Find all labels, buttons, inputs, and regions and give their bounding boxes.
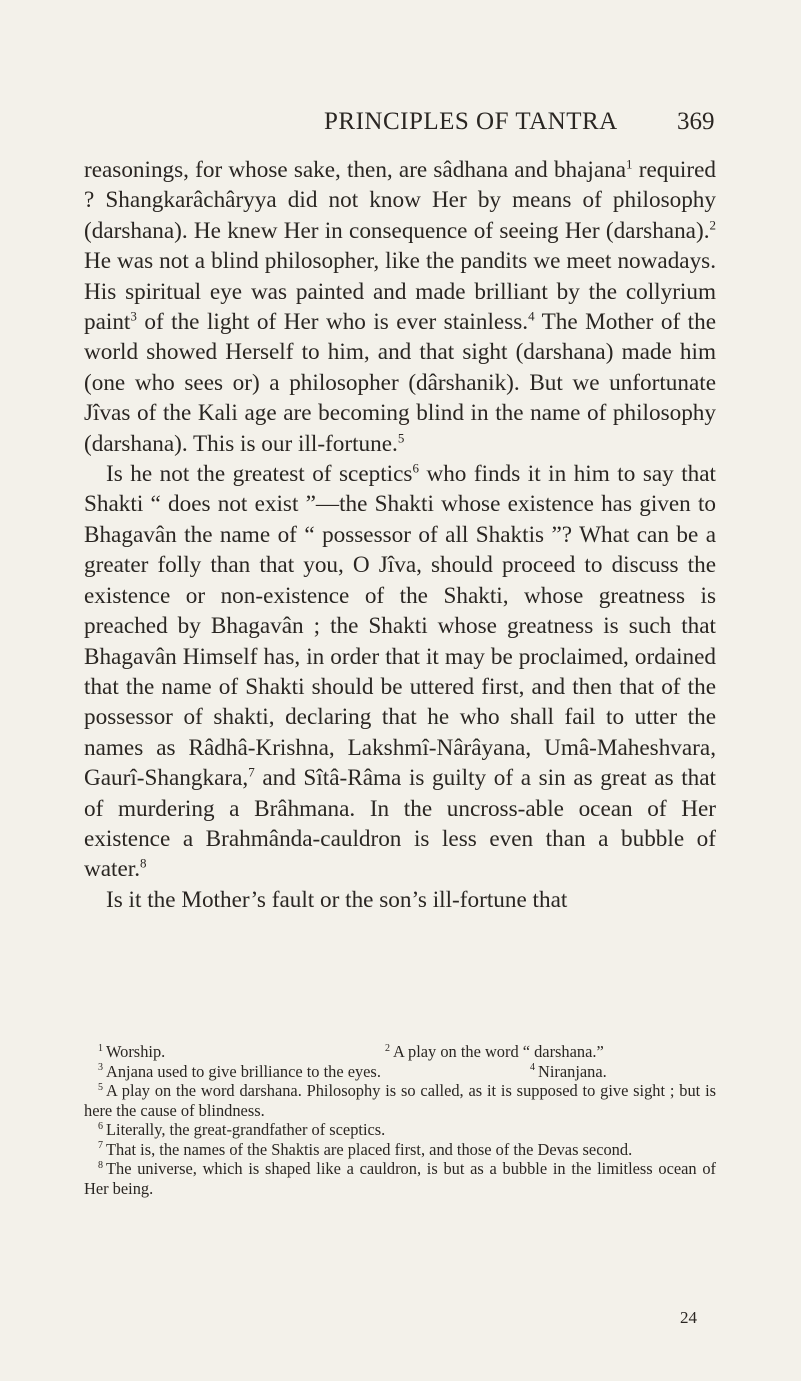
footnote-ref: 5 xyxy=(397,429,405,445)
footnote-ref: 6 xyxy=(412,460,419,476)
paragraph-2: Is he not the greatest of sceptics$^6$ who finds it in him to say that Shakti “ does not exist ”—the Shakti whose existence has given to Bhagavân the name of “ possessor of all Shaktis ”? What can be a greater folly than that you, O Jîva, should proceed to discuss the existence or non-existence of the Shakti, whose greatness is preached by Bhagavân ; the Shakti whose greatness is such that Bhagavân Himself has, in order that it may be proclaimed, ordained that the name of Shakti should be uttered first, and then that of the possessor of shakti, declaring that he who shall fail to utter the names as Râdhâ-Krishna, Lakshmî-Nârâyana, Umâ-Maheshvara, Gaurî-Shangkara,$^7$ and Sîtâ-Râma is guilty of a sin as great as that of murdering a Brâhmana. In the uncross-able ocean of Her existence a Brahmânda-cauldron is less even than a bubble of water.$^8$ xyxy=(84,460,716,883)
footnote-ref: 3 xyxy=(130,308,137,324)
footnote-2: $^2$ A play on the word “ darshana.” xyxy=(385,1042,604,1061)
footnote-row xyxy=(84,1062,716,1082)
footnote-5: $^5$ A play on the word darshana. Philosophy is so called, as it is supposed to give sight ; but is here the cause of blindness. xyxy=(84,1081,716,1120)
page-header xyxy=(0,108,801,138)
running-title: PRINCIPLES OF TANTRA xyxy=(324,108,618,135)
footnote-ref: 4 xyxy=(528,308,535,324)
signature-mark: 24 xyxy=(680,1308,697,1327)
page-number: 369 xyxy=(677,108,715,135)
main-text xyxy=(84,155,716,915)
paragraph-3: Is it the Mother’s fault or the son’s ill-fortune that xyxy=(106,886,568,913)
footnote-ref: 2 xyxy=(709,217,716,233)
footnote-3: $^3$ Anjana used to give brilliance to the eyes. xyxy=(98,1061,381,1081)
footnote-row xyxy=(84,1042,716,1062)
footnote-ref: 7 xyxy=(248,764,255,780)
footnote-ref: 1 xyxy=(626,156,633,172)
footnote-8: $^8$ The universe, which is shaped like a cauldron, is but as a bubble in the limitless ocean of Her being. xyxy=(84,1159,716,1198)
footnote-1: $^1$ Worship. xyxy=(98,1042,166,1061)
footnote-6: $^6$ Literally, the great-grandfather of sceptics. xyxy=(98,1120,386,1139)
footnote-ref: 8 xyxy=(140,855,147,871)
footnotes xyxy=(84,1042,716,1198)
footnote-4: $^4$ Niranjana. xyxy=(530,1061,607,1081)
paragraph-1: reasonings, for whose sake, then, are sâdhana and bhajana$^1$ required ? Shangkarâchâryya did not know Her by means of philosophy (darshana). He knew Her in consequence of seeing Her (darshana).$^2$ He was not a blind philosopher, like the pandits we meet nowadays. His spiritual eye was painted and made brilliant by the collyrium paint$^3$ of the light of Her who is ever stainless.$^4$ The Mother of the world showed Herself to him, and that sight (darshana) made him (one who sees or) a philosopher (dârshanik). But we unfortunate Jîvas of the Kali age are becoming blind in the name of philosophy (darshana). This is our ill-fortune.$^5$ xyxy=(84,156,716,457)
footnote-7: $^7$ That is, the names of the Shaktis are placed first, and those of the Devas second. xyxy=(98,1139,633,1159)
